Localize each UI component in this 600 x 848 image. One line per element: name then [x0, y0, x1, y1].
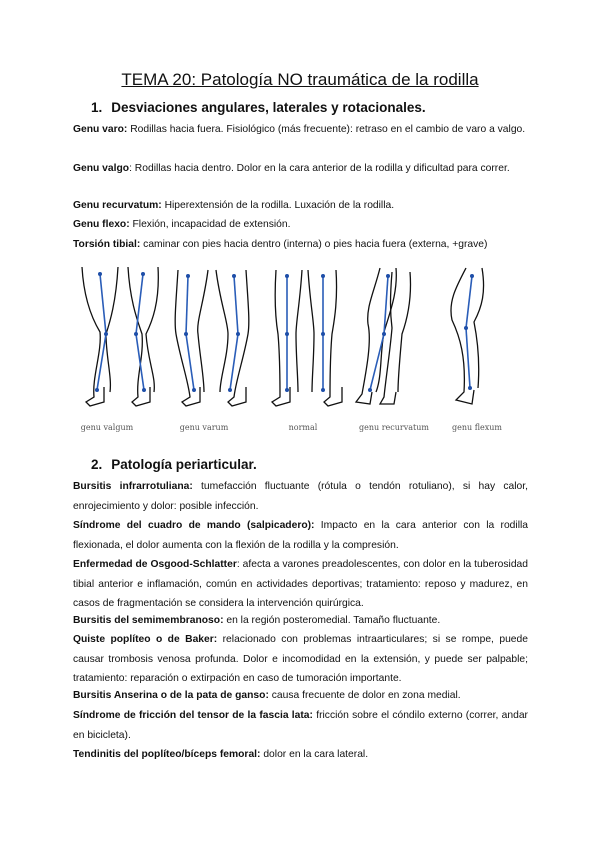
definition: fricción sobre el cóndilo externo (correr, andar en bicicleta). [73, 710, 528, 741]
definition: tumefacción fluctuante (rótula o tendón rotuliano), si hay calor, enrojecimiento y dolor: posible infección. [73, 481, 528, 512]
definition: en la región posteromedial. Tamaño fluctuante. [223, 615, 441, 626]
paragraph-baker [73, 630, 528, 689]
paragraph-osgood-schlatter [73, 555, 528, 614]
term: Bursitis del semimembranoso: [73, 615, 224, 626]
section-1-title: Desviaciones angulares, laterales y rotacionales. [111, 100, 426, 115]
term: Torsión tibial: [73, 239, 141, 250]
term: Síndrome de fricción del tensor de la fascia lata: [73, 710, 313, 721]
paragraph-semimembranoso [73, 611, 528, 631]
paragraph-popliteo [73, 745, 528, 765]
term: Quiste poplíteo o de Baker: [73, 634, 218, 645]
genu-valgum-drawing [82, 267, 158, 406]
legs-illustration [70, 262, 510, 422]
definition: relacionado con problemas intraarticulares; si se rompe, puede causar trombosis venosa profunda. Dolor e incomodidad en la extensión, y puede ser palpable; tratamiento: reparación o extirpación en caso de tumoración importante. [73, 634, 528, 684]
definition: caminar con pies hacia dentro (interna) o pies hacia fuera (externa, +grave) [140, 239, 488, 250]
knee-deformities-figure [70, 262, 510, 442]
normal-drawing [272, 270, 342, 406]
definition: Rodillas hacia fuera. Fisiológico (más frecuente): retraso en el cambio de varo a valgo. [127, 124, 526, 135]
paragraph-genu-flexo [73, 215, 528, 235]
paragraph-genu-recurvatum [73, 196, 528, 216]
definition: causa frecuente de dolor en zona medial. [268, 690, 461, 701]
definition: : afecta a varones preadolescentes, con dolor en la tuberosidad tibial anterior e inflamación, común en actividades deportivas; tratamiento: reposo y madurez, en casos de fragmentación se considera la intervención quirúrgica. [73, 559, 528, 609]
term: Síndrome del cuadro de mando (salpicadero): [73, 520, 315, 531]
paragraph-cuadro-de-mando [73, 516, 528, 555]
term: Genu varo: [73, 124, 128, 135]
page-title: TEMA 20: Patología NO traumática de la rodilla [121, 70, 479, 89]
section-1-heading [91, 100, 426, 115]
label-genu-recurvatum: genu recurvatum [359, 423, 429, 432]
definition: Flexión, incapacidad de extensión. [129, 219, 291, 230]
term: Genu recurvatum: [73, 200, 162, 211]
paragraph-bursitis-infrarrotuliana [73, 477, 528, 516]
paragraph-genu-varo [73, 120, 528, 140]
definition: dolor en la cara lateral. [260, 749, 369, 760]
section-2-title: Patología periarticular. [111, 457, 257, 472]
genu-flexum-drawing [451, 268, 484, 404]
paragraph-anserina [73, 686, 528, 706]
label-genu-varum: genu varum [179, 423, 229, 432]
label-genu-valgum: genu valgum [80, 423, 134, 432]
term: Genu valgo [73, 163, 130, 174]
section-1-number: 1. [91, 100, 103, 115]
term: Tendinitis del poplíteo/bíceps femoral: [73, 749, 261, 760]
genu-varum-drawing [175, 270, 249, 406]
term: Bursitis infrarrotuliana: [73, 481, 193, 492]
genu-recurvatum-drawing [356, 268, 411, 404]
paragraph-torsion-tibial [73, 235, 543, 255]
paragraph-genu-valgo [73, 159, 528, 179]
term: Bursitis Anserina o de la pata de ganso: [73, 690, 269, 701]
definition: Impacto en la cara anterior con la rodilla flexionada, el dolor aumenta con la flexión de la rodilla y la compresión. [73, 520, 528, 551]
definition: Hiperextensión de la rodilla. Luxación de la rodilla. [161, 200, 395, 211]
section-2-heading [91, 457, 257, 472]
label-normal: normal [288, 423, 318, 432]
section-2-number: 2. [91, 457, 103, 472]
paragraph-fascia-lata [73, 706, 528, 745]
term: Enfermedad de Osgood-Schlatter [73, 559, 237, 570]
term: Genu flexo: [73, 219, 130, 230]
label-genu-flexum: genu flexum [451, 423, 503, 432]
definition: : Rodillas hacia dentro. Dolor en la cara anterior de la rodilla y dificultad para correr. [129, 163, 510, 174]
